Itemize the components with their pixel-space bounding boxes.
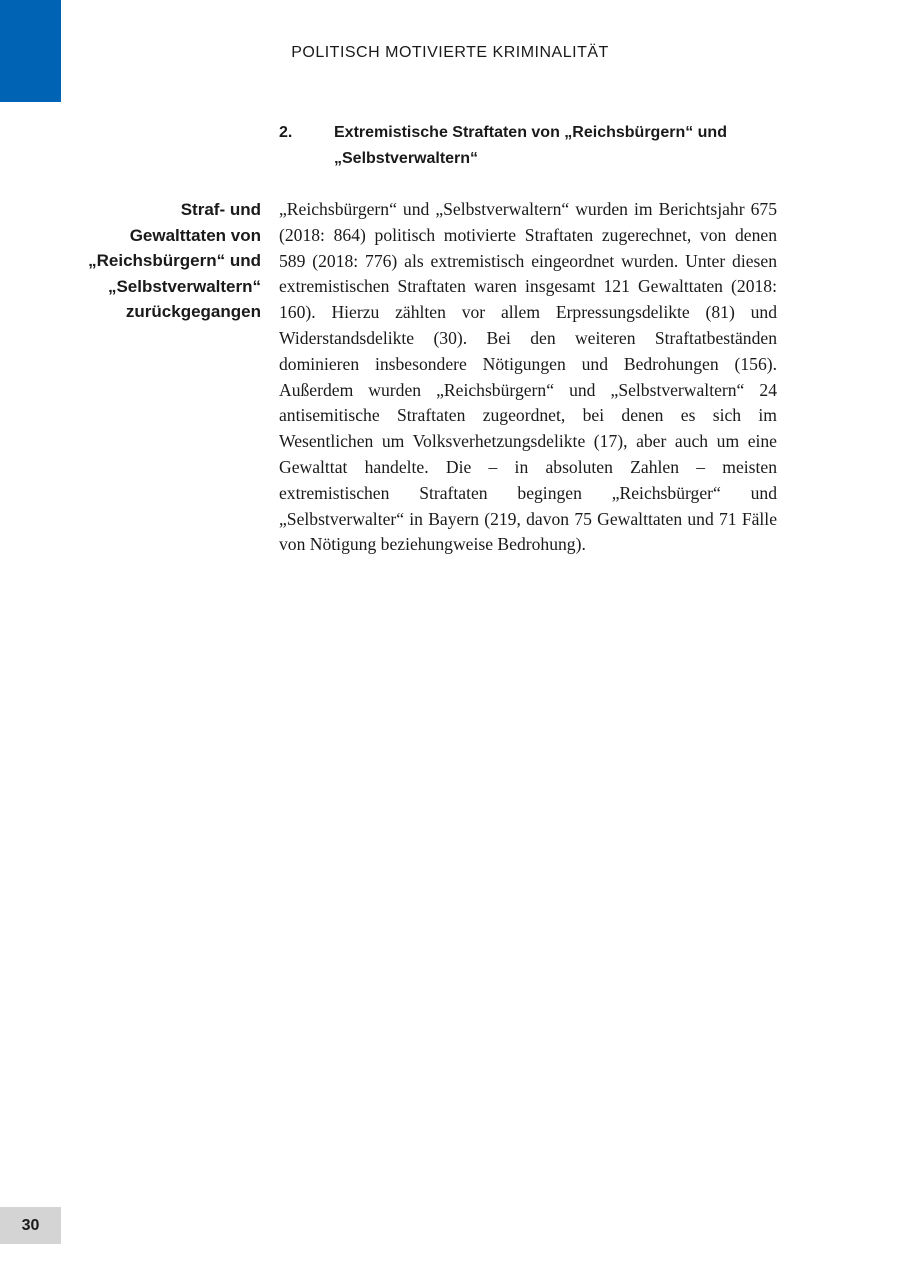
margin-note: Straf- und Gewalttaten von „Reichsbürgern“ und „Selbstverwaltern“ zurückgegangen (88, 200, 261, 321)
page-number: 30 (0, 1207, 61, 1244)
section-heading (279, 120, 779, 172)
running-header: POLITISCH MOTIVIERTE KRIMINALITÄT (291, 44, 609, 61)
section-title: Extremistische Straftaten von „Reichsbürgern“ und „Selbstverwaltern“ (334, 124, 727, 167)
body-paragraph: „Reichsbürgern“ und „Selbstverwaltern“ wurden im Berichtsjahr 675 (2018: 864) politisch motivierte Straftaten zugerechnet, von denen 589 (2018: 776) als extremistisch eingeordnet wurden. Unter diesen extremistischen Straftaten waren insgesamt 121 Gewalttaten (2018: 160). Hierzu zählten vor allem Erpressungsdelikte (81) und Widerstandsdelikte (30). Bei den weiteren Straftatbeständen dominieren insbesondere Nötigungen und Bedrohungen (156). Außerdem wurden „Reichsbürgern“ und „Selbstverwaltern“ 24 antisemitische Straftaten zugeordnet, bei denen es sich im Wesentlichen um Volksverhetzungsdelikte (17), aber auch um eine Gewalttat handelte. Die – in absoluten Zahlen – meisten extremistischen Straftaten begingen „Reichsbürger“ und „Selbstverwalter“ in Bayern (219, davon 75 Gewalttaten und 71 Fälle von Nötigung beziehungweise Bedrohung). (279, 199, 777, 555)
section-number: 2. (279, 124, 293, 141)
